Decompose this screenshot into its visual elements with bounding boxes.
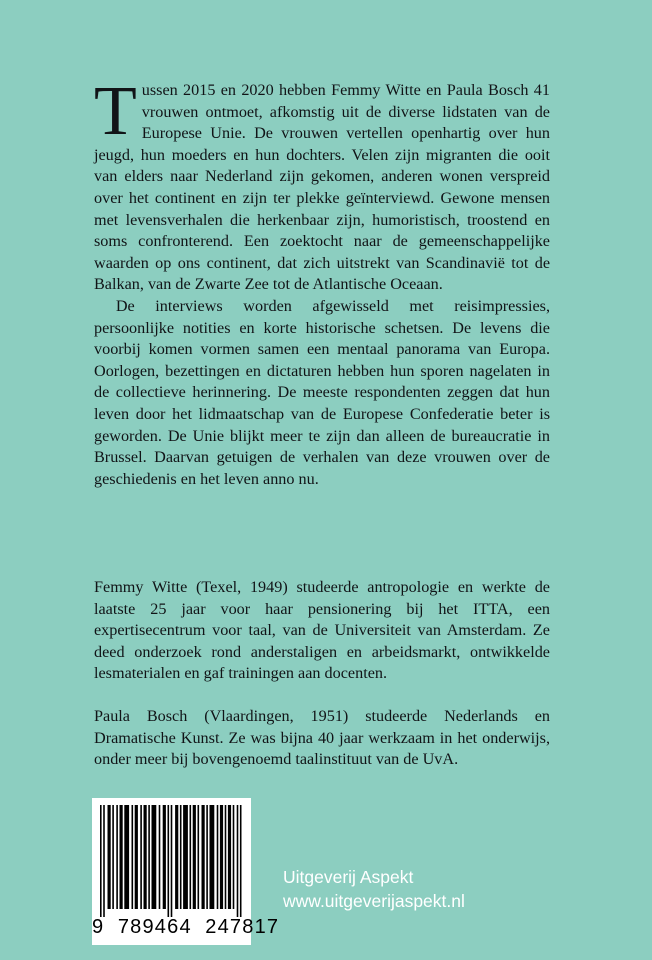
publisher-info bbox=[283, 865, 465, 913]
barcode-digits: 9 789464 247817 bbox=[92, 916, 280, 938]
publisher-website[interactable]: www.uitgeverijaspekt.nl bbox=[283, 891, 465, 911]
blurb-paragraph-2: De interviews worden afgewisseld met reisimpressies, persoonlijke notities en korte historische schetsen. De levens die voorbij komen vormen samen een mentaal panorama van Europa. Oorlogen, bezettingen en dictaturen hebben hun sporen nagelaten in de collectieve herinnering. De meeste respondenten zeggen dat hun leven door het lidmaatschap van de Europese Confederatie beter is geworden. De Unie blijkt meer te zijn dan alleen de bureaucratie in Brussel. Daarvan getuigen de verhalen van deze vrouwen over de geschiedenis en het leven anno nu. bbox=[94, 296, 550, 488]
author-bio-femmy-witte: Femmy Witte (Texel, 1949) studeerde antropologie en werkte de laatste 25 jaar voor haar pensionering bij het ITTA, een expertisecentrum voor taal, van de Universiteit van Amsterdam. Ze deed onderzoek rond anderstaligen en arbeidsmarkt, ontwikkelde lesmaterialen en gaf trainingen aan docenten. bbox=[94, 578, 550, 683]
blurb-paragraph-1: Tussen 2015 en 2020 hebben Femmy Witte en Paula Bosch 41 vrouwen ontmoet, afkomstig uit de diverse lidstaten van de Europese Unie. De vrouwen vertellen openhartig over hun jeugd, hun moeders en hun dochters. Velen zijn migranten die ooit van elders naar Nederland zijn gekomen, anderen wonen verspreid over het continent en zijn ter plekke geïnterviewd. Gewone mensen met levensverhalen die herkenbaar zijn, humoristisch, troostend en soms confronterend. Een zoektocht naar de gemeenschappelijke waarden op ons continent, dat zich uitstrekt van Scandinavië tot de Balkan, van de Zwarte Zee tot de Atlantische Oceaan. bbox=[94, 73, 550, 294]
author-bios bbox=[94, 577, 550, 771]
isbn-barcode bbox=[92, 798, 280, 945]
publisher-name: Uitgeverij Aspekt bbox=[283, 867, 414, 887]
barcode-bars-icon bbox=[100, 805, 243, 917]
author-bio-paula-bosch: Paula Bosch (Vlaardingen, 1951) studeerde Nederlands en Dramatische Kunst. Ze was bijna 40 jaar werkzaam in het onderwijs, onder meer bij bovengenoemd taalinstituut van de UvA. bbox=[94, 706, 550, 769]
blurb-text bbox=[94, 73, 550, 490]
